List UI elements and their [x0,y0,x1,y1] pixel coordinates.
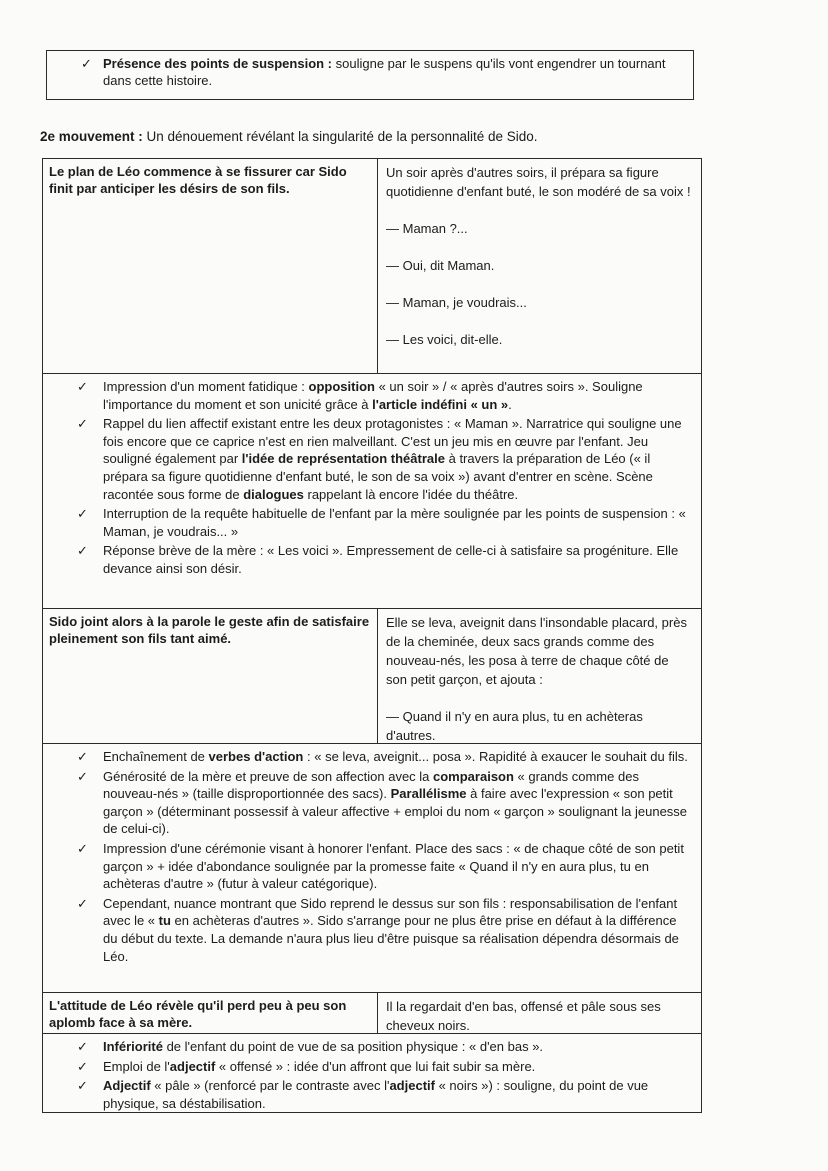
claim-cell: Le plan de Léo commence à se fissurer car Sido finit par anticiper les désirs de son fils. [43,159,378,373]
table-row [43,993,701,1034]
notes-list [43,1034,701,1112]
analysis-table [42,158,702,1113]
notes-list [43,744,701,992]
check-icon: ✓ [77,543,88,559]
list-item: ✓ Impression d'une cérémonie visant à honorer l'enfant. Place des sacs : « de chaque côté de son petit garçon » + idée d'abondance soulignée par la promesse faite « Quand il n'y en aura plus, tu en achèteras d'autre » (futur à valeur catégorique). [77,840,684,892]
section-heading-text: Un dénouement révélant la singularité de la personnalité de Sido. [142,129,538,144]
quote-line: Un soir après d'autres soirs, il prépara sa figure quotidienne d'enfant buté, le son modéré de sa voix ! [386,165,691,199]
notes-row [43,1034,701,1112]
quote-line: Il la regardait d'en bas, offensé et pâle sous ses cheveux noirs. [386,999,661,1033]
check-icon: ✓ [77,379,88,394]
notes-row [43,744,701,993]
list-item: ✓ Interruption de la requête habituelle de l'enfant par la mère soulignée par les points de suspension : « Maman, je voudrais... » [77,506,686,539]
table-row [43,159,701,374]
quote-line: — Oui, dit Maman. [386,258,495,273]
list-item: ✓ Infériorité de l'enfant du point de vue de sa position physique : « d'en bas ». [77,1039,544,1054]
list-item: ✓ Enchaînement de verbes d'action : « se leva, aveignit... posa ». Rapidité à exaucer le souhait du fils. [77,749,688,764]
quote-line: — Maman, je voudrais... [386,295,527,310]
quote-line: Elle se leva, aveignit dans l'insondable placard, près de la cheminée, deux sacs grands comme des nouveau-nés, les posa à terre de chaque côté de son petit garçon, et ajouta : [386,615,687,687]
notes-list [43,374,701,608]
list-item: ✓ Rappel du lien affectif existant entre les deux protagonistes : « Maman ». Narratrice qui souligne une fois encore que ce caprice n'est en rien malveillant. C'est un jeu mis en œuvre par l'enfant. Jeu souligné également par l'idée de représentation théâtrale à travers la préparation de Léo (« il prépara sa figure quotidienne d'enfant buté, le son de sa voix ») avant d'entrer en scène. Scène racontée sous forme de dialogues rappelant là encore l'idée du théâtre. [77,416,682,502]
intro-note-box [46,50,694,100]
quote-line: — Quand il n'y en aura plus, tu en achèteras d'autres. [386,709,643,743]
quote-line: — Les voici, dit-elle. [386,332,503,347]
notes-row [43,374,701,609]
quote-cell [378,993,701,1033]
section-heading-label: 2e mouvement : [40,129,143,144]
check-icon: ✓ [77,416,88,432]
intro-note-text: souligne par le suspens qu'ils vont engendrer un tournant dans cette histoire. [103,56,666,88]
check-icon: ✓ [77,1039,88,1054]
list-item: ✓ Emploi de l'adjectif « offensé » : idée d'un affront que lui fait subir sa mère. [77,1058,536,1074]
list-item: ✓ Réponse brève de la mère : « Les voici ». Empressement de celle-ci à satisfaire sa progéniture. Elle devance ainsi son désir. [77,543,679,576]
claim-cell: L'attitude de Léo révèle qu'il perd peu à peu son aplomb face à sa mère. [43,993,378,1033]
check-icon: ✓ [77,840,88,856]
list-item: ✓ Cependant, nuance montrant que Sido reprend le dessus sur son fils : responsabilisation de l'enfant avec le « tu en achèteras d'autres ». Sido s'arrange pour ne plus être prise en défaut à la différence du début du texte. La demande n'aura plus lieu d'être puisque sa réalisation dépendra désormais de Léo. [77,895,679,964]
check-icon: ✓ [77,895,88,911]
check-icon: ✓ [77,506,88,522]
section-heading [40,128,700,145]
list-item: ✓ Adjectif « pâle » (renforcé par le contraste avec l'adjectif « noirs ») : souligne, du point de vue physique, sa déstabilisation. [77,1078,649,1111]
check-icon: ✓ [77,1058,88,1074]
intro-note-label: Présence des points de suspension : [103,56,333,71]
list-item: ✓ Impression d'un moment fatidique : opposition « un soir » / « après d'autres soirs ». Souligne l'importance du moment et son unicité grâce à l'article indéfini « un ». [77,379,643,412]
table-row [43,609,701,744]
list-item: ✓ Générosité de la mère et preuve de son affection avec la comparaison « grands comme des nouveau-nés » (taille disproportionnée des sacs). Parallélisme à faire avec l'expression « son petit garçon » (déterminant possessif à valeur affective + emploi du nom « garçon » soulignant la jeunesse de celui-ci). [77,768,688,837]
quote-cell [378,159,701,373]
check-icon: ✓ [81,56,92,71]
quote-cell [378,609,701,743]
check-icon: ✓ [77,768,88,784]
quote-line: — Maman ?... [386,221,468,236]
claim-cell: Sido joint alors à la parole le geste afin de satisfaire pleinement son fils tant aimé. [43,609,378,743]
check-icon: ✓ [77,749,88,764]
check-icon: ✓ [77,1078,88,1094]
